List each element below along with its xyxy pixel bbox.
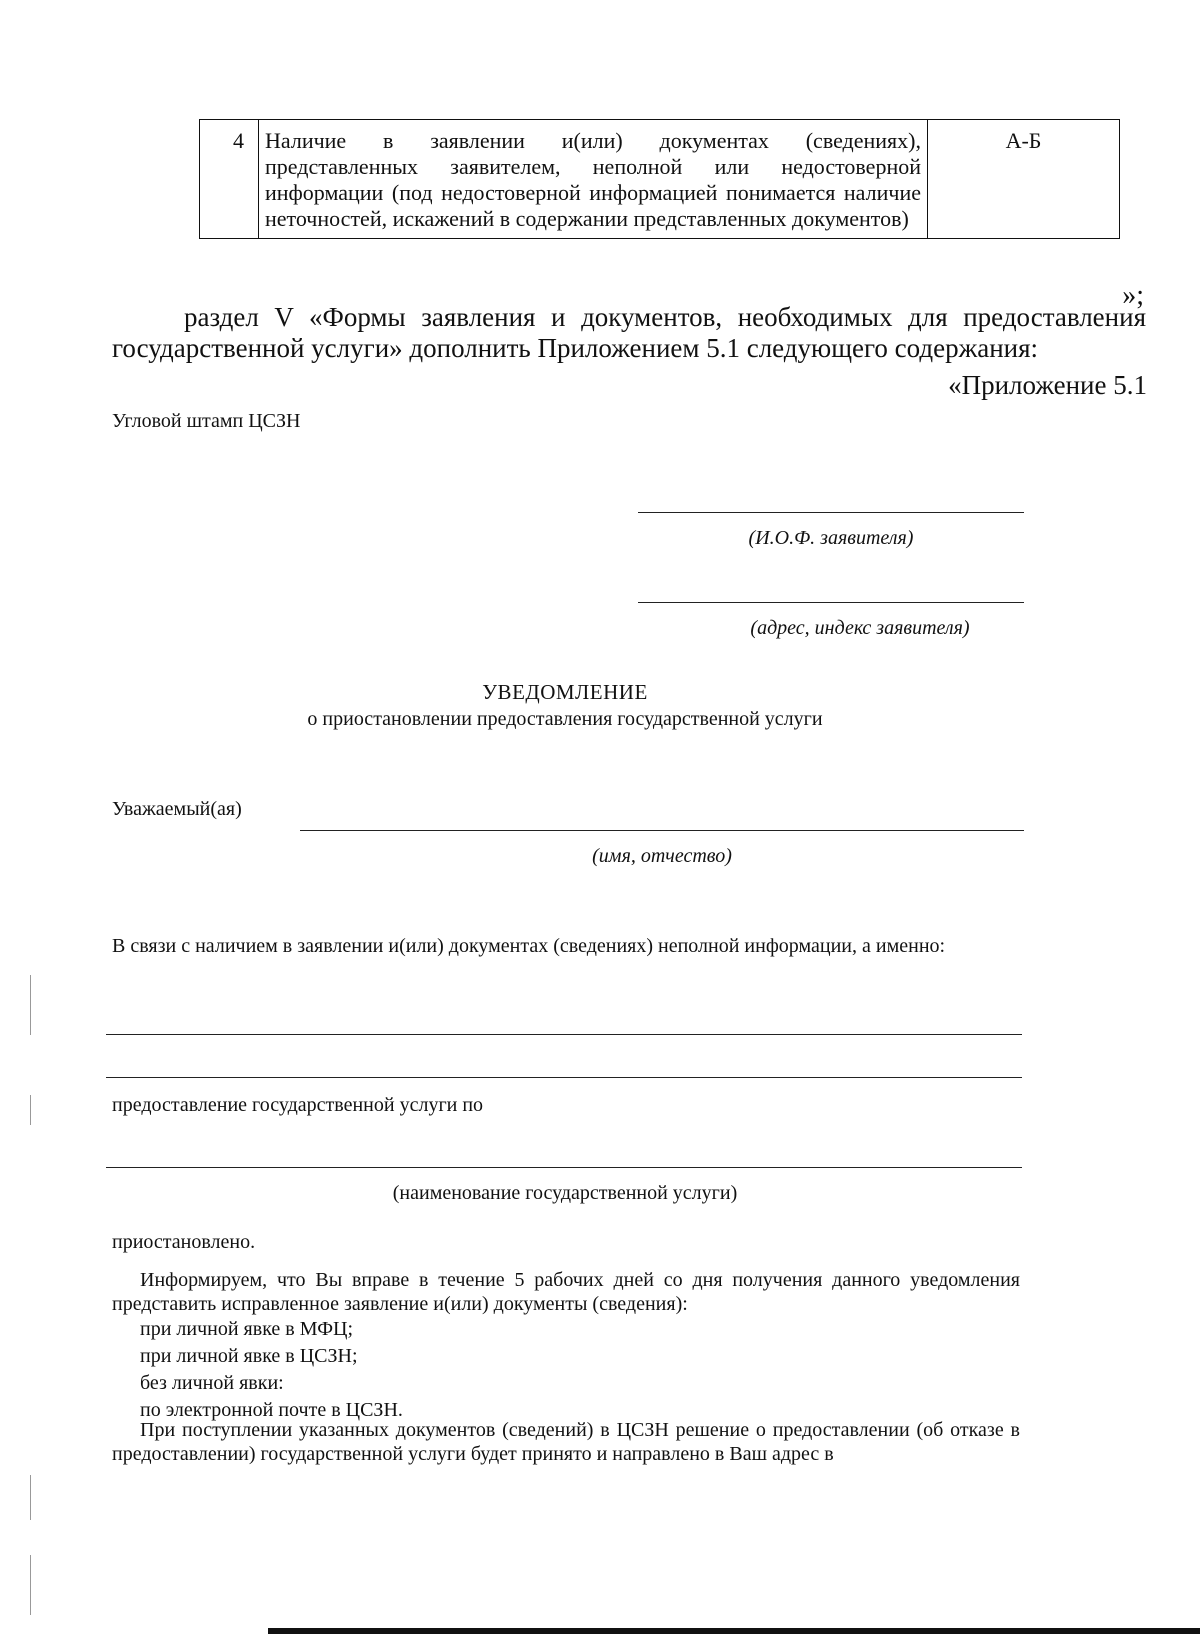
reason-line-2	[106, 1077, 1022, 1078]
recipient-name-caption: (имя, отчество)	[592, 845, 732, 867]
service-caption: (наименование государственной услуги)	[392, 1182, 738, 1204]
section-amendment-text: раздел V «Формы заявления и документов, необходимых для предоставления государственной услуги» дополнить Приложением 5.1 следующего содержания:	[112, 302, 1146, 363]
row-code: А-Б	[928, 120, 1120, 239]
appendix-label: «Приложение 5.1	[948, 370, 1147, 400]
scan-margin-mark	[30, 1095, 31, 1125]
greeting-label: Уважаемый(ая)	[112, 798, 242, 820]
service-prefix: предоставление государственной услуги по	[112, 1094, 484, 1116]
scan-bottom-edge	[268, 1628, 1200, 1634]
applicant-address-line	[638, 602, 1024, 603]
list-item: без личной явки:	[140, 1372, 284, 1394]
row-number: 4	[200, 120, 259, 239]
suspended-text: приостановлено.	[112, 1231, 256, 1253]
reason-line-1	[106, 1034, 1022, 1035]
closing-quote: »;	[1122, 280, 1144, 311]
list-item: при личной явке в МФЦ;	[140, 1318, 354, 1340]
scan-margin-mark	[30, 1475, 31, 1520]
notice-title: УВЕДОМЛЕНИЕ	[482, 680, 648, 704]
stamp-label: Угловой штамп ЦСЗН	[112, 410, 301, 432]
applicant-address-caption: (адрес, индекс заявителя)	[750, 617, 970, 639]
criteria-table	[199, 119, 1120, 239]
reason-paragraph: В связи с наличием в заявлении и(или) документах (сведениях) неполной информации, а именно:	[112, 935, 946, 957]
list-item: по электронной почте в ЦСЗН.	[140, 1399, 403, 1421]
scan-margin-mark	[30, 1555, 31, 1615]
inform-paragraph: Информируем, что Вы вправе в течение 5 рабочих дней со дня получения данного уведомления представить исправленное заявление и(или) документы (сведения):	[112, 1269, 1020, 1315]
notice-subtitle: о приостановлении предоставления государственной услуги	[307, 708, 823, 730]
final-paragraph: При поступлении указанных документов (сведений) в ЦСЗН решение о предоставлении (об отказе в предоставлении) государственной услуги будет принято и направлено в Ваш адрес в	[112, 1419, 1020, 1465]
list-item: при личной явке в ЦСЗН;	[140, 1345, 358, 1367]
service-name-line	[106, 1167, 1022, 1168]
applicant-name-line	[638, 512, 1024, 513]
row-description: Наличие в заявлении и(или) документах (сведениях), представленных заявителем, неполной или недостоверной информации (под недостоверной информацией понимается наличие неточностей, искажений в содержании представленных документов)	[259, 120, 928, 239]
scan-margin-mark	[30, 975, 31, 1035]
applicant-name-caption: (И.О.Ф. заявителя)	[748, 527, 914, 549]
recipient-name-line	[300, 830, 1024, 831]
table-row	[200, 120, 1120, 239]
